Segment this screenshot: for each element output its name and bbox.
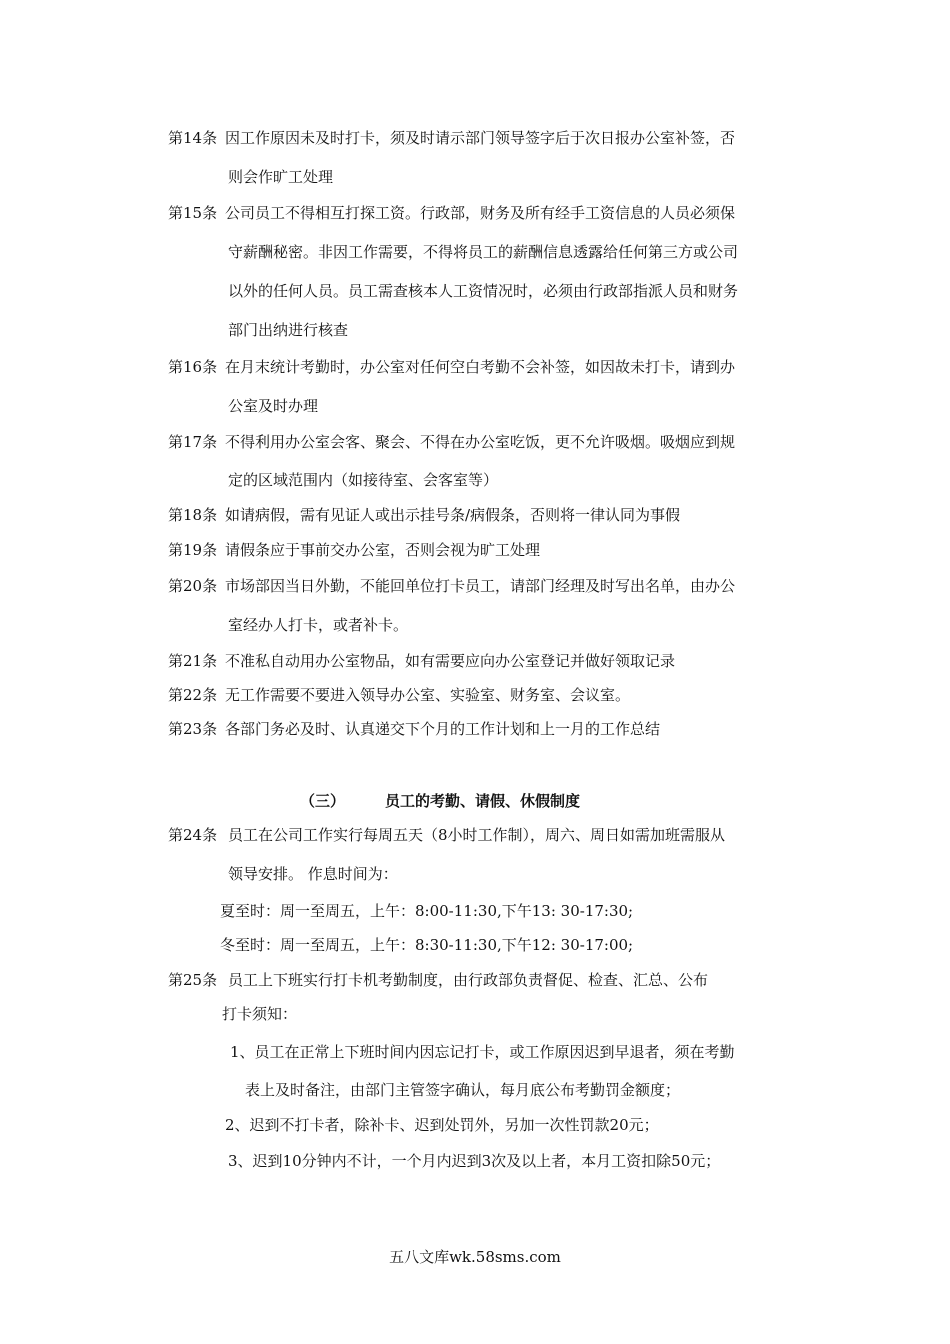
notice-item-text: 表上及时备注，由部门主管签字确认，每月底公布考勤罚金额度； xyxy=(245,1081,681,1099)
article-text: 以外的任何人员。员工需查核本人工资情况时，必须由行政部指派人员和财务 xyxy=(228,282,739,300)
article-text: 定的区域范围内（如接待室、会客室等） xyxy=(228,471,499,489)
article-text: 室经办人打卡，或者补卡。 xyxy=(228,616,409,634)
notice-item-text: 3、迟到10分钟内不计，一个月内迟到3次及以上者，本月工资扣除50元； xyxy=(228,1152,721,1170)
article-label: 第25条 xyxy=(168,971,218,989)
article-text: 则会作旷工处理 xyxy=(228,168,334,186)
section-number: （三） xyxy=(300,792,346,810)
article-text: 不得利用办公室会客、聚会、不得在办公室吃饭，更不允许吸烟。吸烟应到规 xyxy=(225,433,736,451)
article-text: 不准私自动用办公室物品，如有需要应向办公室登记并做好领取记录 xyxy=(225,652,676,670)
article-label: 第15条 xyxy=(168,204,218,222)
article-text: 部门出纳进行核查 xyxy=(228,321,349,339)
notice-item-text: 1、员工在正常上下班时间内因忘记打卡，或工作原因迟到早退者，须在考勤 xyxy=(230,1043,735,1061)
article-text: 员工上下班实行打卡机考勤制度，由行政部负责督促、检查、汇总、公布 xyxy=(228,971,709,989)
article-label: 第23条 xyxy=(168,720,218,738)
article-text: 领导安排。 作息时间为： xyxy=(228,865,398,883)
page-footer: 五八文库wk.58sms.com xyxy=(389,1248,561,1266)
article-text: 守薪酬秘密。非因工作需要，不得将员工的薪酬信息透露给任何第三方或公司 xyxy=(228,243,739,261)
section-heading xyxy=(300,791,580,811)
article-label: 第18条 xyxy=(168,506,218,524)
article-text: 公室及时办理 xyxy=(228,397,319,415)
article-label: 第20条 xyxy=(168,577,218,595)
article-text: 各部门务必及时、认真递交下个月的工作计划和上一月的工作总结 xyxy=(225,720,661,738)
article-text: 如请病假，需有见证人或出示挂号条/病假条，否则将一律认同为事假 xyxy=(225,506,681,524)
article-label: 第17条 xyxy=(168,433,218,451)
article-label: 第14条 xyxy=(168,129,218,147)
article-label: 第16条 xyxy=(168,358,218,376)
article-text: 市场部因当日外勤，不能回单位打卡员工，请部门经理及时写出名单，由办公 xyxy=(225,577,736,595)
section-title-text: 员工的考勤、请假、休假制度 xyxy=(385,792,581,810)
article-text: 因工作原因未及时打卡，须及时请示部门领导签字后于次日报办公室补签，否 xyxy=(225,129,736,147)
article-label: 第21条 xyxy=(168,652,218,670)
article-text: 员工在公司工作实行每周五天（8小时工作制），周六、周日如需加班需服从 xyxy=(228,826,726,844)
notice-item-text: 2、迟到不打卡者，除补卡、迟到处罚外，另加一次性罚款20元； xyxy=(225,1116,659,1134)
article-label: 第22条 xyxy=(168,686,218,704)
article-label: 第19条 xyxy=(168,541,218,559)
article-text: 请假条应于事前交办公室，否则会视为旷工处理 xyxy=(225,541,541,559)
winter-schedule-text: 冬至时：周一至周五，上午：8:30-11:30,下午12: 30-17:00; xyxy=(220,936,634,954)
article-text: 无工作需要不要进入领导办公室、实验室、财务室、会议室。 xyxy=(225,686,631,704)
article-text: 公司员工不得相互打探工资。行政部，财务及所有经手工资信息的人员必须保 xyxy=(225,204,736,222)
article-text: 在月末统计考勤时，办公室对任何空白考勤不会补签，如因故未打卡，请到办 xyxy=(225,358,736,376)
article-label: 第24条 xyxy=(168,826,218,844)
summer-schedule-text: 夏至时：周一至周五，上午：8:00-11:30,下午13: 30-17:30; xyxy=(220,902,634,920)
notice-title-text: 打卡须知： xyxy=(222,1005,298,1023)
